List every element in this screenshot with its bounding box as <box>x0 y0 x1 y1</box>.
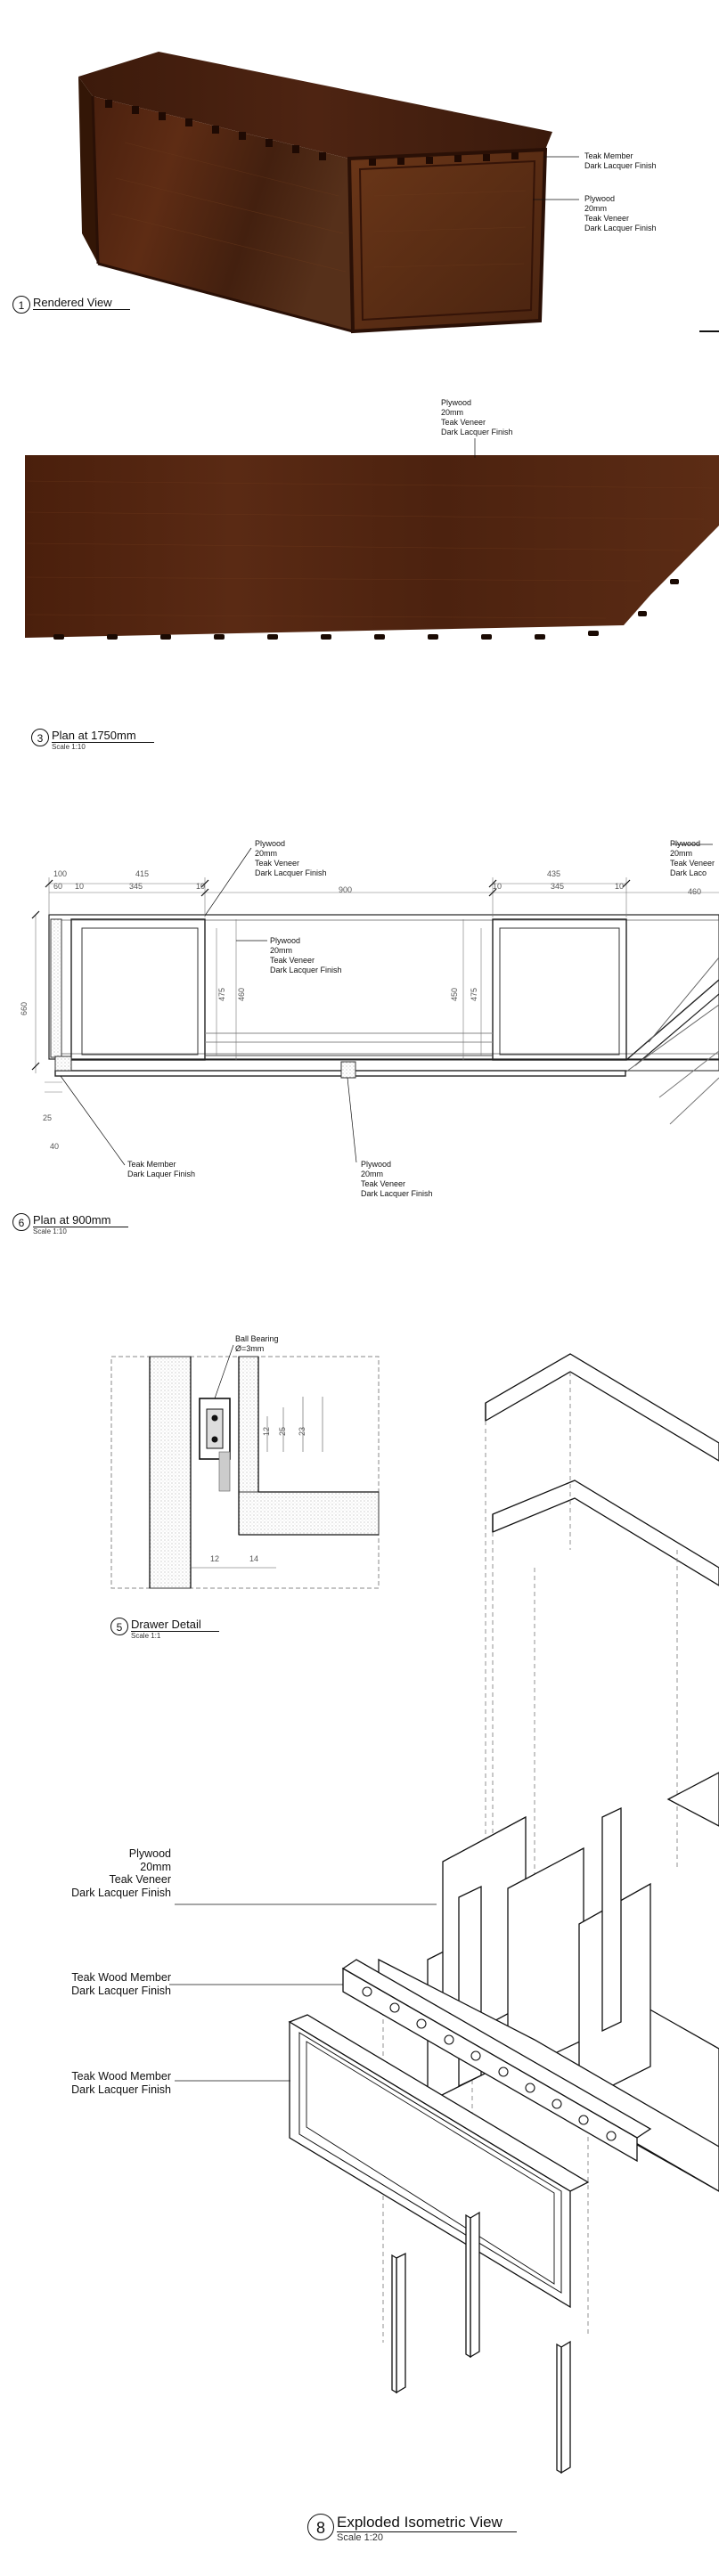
note-line: Dark Laco <box>670 868 707 877</box>
view-number: 8 <box>307 2514 334 2540</box>
note-line: Dark Laquer Finish <box>127 1170 196 1178</box>
note-line: 20mm <box>670 849 693 858</box>
note-iso-plywood <box>36 1847 171 1899</box>
dim-10d: 10 <box>615 882 625 891</box>
view-scale: Scale 1:20 <box>337 2532 383 2543</box>
dim-450: 450 <box>450 987 459 1001</box>
note-plan-plywood-a <box>255 839 327 878</box>
dim-460a: 460 <box>237 987 246 1001</box>
dim-60: 60 <box>53 882 63 891</box>
title-plan-900 <box>12 1213 128 1236</box>
view-title: Exploded Isometric View <box>337 2514 517 2532</box>
title-rendered-view <box>12 296 130 314</box>
note-line: Teak Veneer <box>441 418 486 427</box>
note-line: Plywood <box>255 839 286 848</box>
note-plywood-render <box>584 194 657 233</box>
note-line: 20mm <box>584 204 608 213</box>
dim-415: 415 <box>135 869 150 878</box>
note-line: Dark Lacquer Finish <box>71 1984 171 1997</box>
title-drawer-detail <box>110 1618 219 1641</box>
dim-10a: 10 <box>75 882 85 891</box>
dim-345a: 345 <box>129 882 143 891</box>
note-line: Plywood <box>584 194 616 203</box>
note-line: Dark Lacquer Finish <box>441 428 513 436</box>
view-scale: Scale 1:10 <box>52 743 86 751</box>
view-title: Plan at 1750mm <box>52 729 154 743</box>
note-line: Dark Lacquer Finish <box>584 224 657 232</box>
note-line: Dark Lacquer Finish <box>71 1886 171 1899</box>
render-right-face <box>349 150 545 331</box>
view-title: Drawer Detail <box>131 1618 219 1632</box>
title-exploded-isometric <box>307 2514 517 2544</box>
note-line: Ø=3mm <box>235 1344 265 1353</box>
note-ball-bearing <box>235 1334 279 1354</box>
dim-10c: 10 <box>493 882 502 891</box>
view-number: 1 <box>12 296 30 314</box>
note-line: Teak Veneer <box>270 956 315 965</box>
note-line: Teak Wood Member <box>71 1971 171 1984</box>
note-iso-teak-a <box>27 1971 171 1997</box>
note-line: Plywood <box>670 839 701 848</box>
note-line: 20mm <box>255 849 278 858</box>
drawer-detail <box>111 1345 379 1588</box>
note-line: Ball Bearing <box>235 1334 279 1343</box>
note-line: Teak Member <box>584 151 633 160</box>
note-line: Teak Member <box>127 1160 176 1169</box>
plan-900 <box>32 844 719 1165</box>
dim-25: 25 <box>43 1113 53 1122</box>
note-iso-teak-b <box>27 2070 171 2096</box>
note-line: Dark Lacquer Finish <box>255 868 327 877</box>
dim-10b: 10 <box>196 882 206 891</box>
view-number: 3 <box>31 729 49 746</box>
dim-660: 660 <box>20 1001 29 1015</box>
note-plan-plywood-c <box>670 839 715 878</box>
note-line: Teak Veneer <box>361 1179 406 1188</box>
dim-475b: 475 <box>470 987 478 1001</box>
note-line: Plywood <box>128 1847 171 1860</box>
view-number: 6 <box>12 1213 30 1231</box>
note-plan-plywood-b <box>270 936 342 975</box>
title-plan-1750 <box>31 729 154 752</box>
dim-460-top: 460 <box>688 887 702 896</box>
note-plan-teak <box>127 1160 195 1179</box>
note-line: Teak Veneer <box>584 214 630 223</box>
dim-100: 100 <box>53 869 68 878</box>
note-line: 20mm <box>361 1170 384 1178</box>
dim-435: 435 <box>547 869 561 878</box>
dim-345b: 345 <box>551 882 565 891</box>
dim-475a: 475 <box>217 987 226 1001</box>
note-line: Teak Veneer <box>255 859 300 868</box>
view-title: Plan at 900mm <box>33 1213 128 1227</box>
plan-1750 <box>25 438 719 640</box>
view-title: Rendered View <box>33 296 130 310</box>
note-line: Dark Lacquer Finish <box>584 161 657 170</box>
note-line: Teak Veneer <box>670 859 715 868</box>
note-line: Plywood <box>270 936 301 945</box>
note-line: Plywood <box>361 1160 392 1169</box>
note-line: Dark Lacquer Finish <box>71 2083 171 2096</box>
note-line: Dark Lacquer Finish <box>270 966 342 974</box>
plan-top-surface <box>25 455 719 638</box>
note-line: 20mm <box>270 946 293 955</box>
note-teak-member <box>584 151 657 171</box>
note-line: 20mm <box>140 1860 171 1873</box>
view-number: 5 <box>110 1618 128 1635</box>
dim-det-23: 23 <box>298 1426 306 1436</box>
dim-40: 40 <box>50 1142 60 1151</box>
note-plywood-top <box>441 398 513 437</box>
dim-det-14: 14 <box>249 1554 259 1563</box>
note-line: Plywood <box>441 398 472 407</box>
dim-det-12b: 12 <box>210 1554 220 1563</box>
note-line: Dark Lacquer Finish <box>361 1189 433 1198</box>
view-scale: Scale 1:1 <box>131 1632 161 1640</box>
dim-det-25: 25 <box>278 1426 287 1436</box>
rendered-view <box>78 52 719 331</box>
note-line: 20mm <box>441 408 464 417</box>
dim-900: 900 <box>339 885 353 894</box>
view-scale: Scale 1:10 <box>33 1227 67 1235</box>
note-plan-plywood-d <box>361 1160 433 1199</box>
dim-det-12a: 12 <box>262 1426 271 1436</box>
note-line: Teak Wood Member <box>71 2070 171 2083</box>
note-line: Teak Veneer <box>109 1873 171 1886</box>
